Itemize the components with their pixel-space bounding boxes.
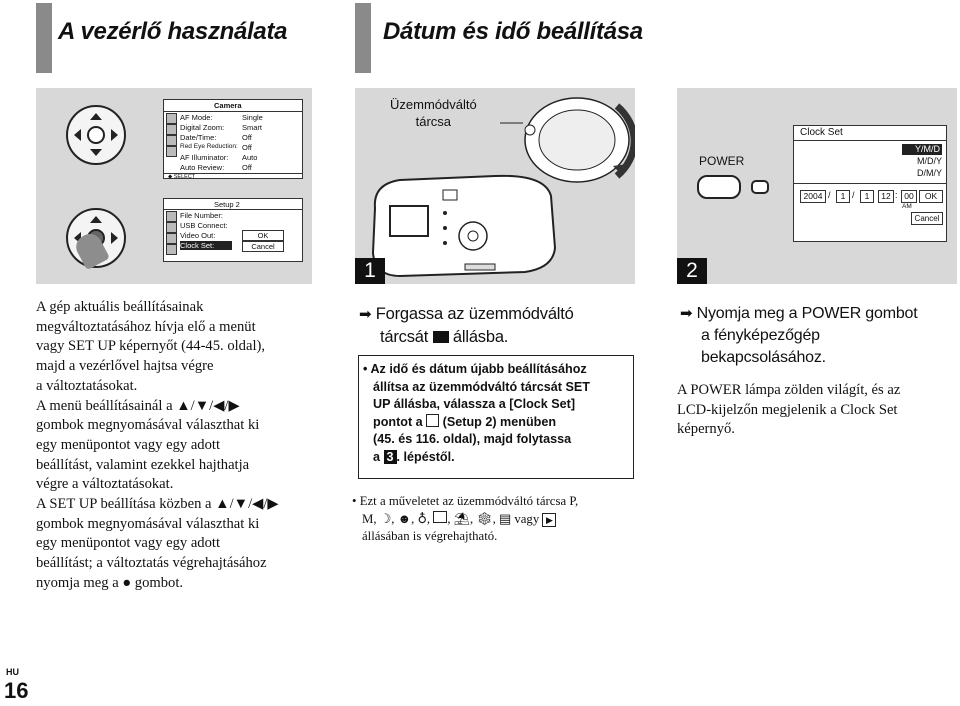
step3-reference: 3 [384,450,397,464]
playback-icon: ▶ [542,513,556,527]
camera-menu-label: Auto Review: [180,163,225,172]
beach-icon: ⛱ [453,511,470,526]
date-separator: / [852,190,855,200]
clock-set-title: Clock Set [800,127,843,138]
setup-cancel-option: Cancel [242,241,284,252]
language-code: HU [6,667,19,677]
camera-menu-label: AF Mode: [180,113,213,122]
select-hint: ◆ SELECT [168,174,196,180]
minute-field[interactable]: 00 [901,190,917,203]
twilight-portrait-icon: ☻ [397,511,412,526]
camera-menu-label: Digital Zoom: [180,123,225,132]
mode-positions-note: • Ezt a műveletet az üzemmódváltó tárcsa P, M, ☽, ☻, ♁, , ⛱, ❄, ▤ vagy ▶ állásában is végrehajtható. [352,494,579,543]
movie-icon: ▤ [499,511,512,526]
right-header-tab [355,3,371,73]
landscape-icon [433,511,447,523]
date-separator: / [828,190,831,200]
camera-illustration-panel [355,88,635,284]
am-pm-indicator: AM [902,203,912,210]
setup-menu-item-selected: Clock Set: [180,241,232,250]
snow-icon: ❄ [476,511,493,526]
control-pad-top [66,105,126,165]
step2-heading: ➡ Nyomja meg a POWER gombot a fényképezőgép bekapcsolásához. [680,305,918,366]
date-format-option[interactable]: D/M/Y [916,168,942,178]
camera-menu-label: AF Illuminator: [180,153,229,162]
date-format-option-selected[interactable]: Y/M/D [902,144,942,155]
controller-instructions: A gép aktuális beállításainak megváltoztatásához hívja elő a menüt vagy SET UP képernyőt (44-45. oldal), majd a vezérlővel hajtsa végre a változtatásokat. A menü beállításainál a ▲/▼/◀/▶ gombok megnyomásával választhat ki egy menüpontot vagy egy adott beállítást, valamint ezekkel hajthatja végre a változtatásokat. A SET UP beállítása közben a ▲/▼/◀/▶ gombok megnyomásával választhat ki egy menüpontot vagy egy adott beállítást; a változtatás végrehajtásához nyomja meg a ● gombot. [36,299,279,591]
candle-icon: ♁ [417,511,427,526]
setup-menu-title: Setup 2 [214,200,240,209]
setup-menu-item: USB Connect: [180,221,228,230]
camera-menu-value: Smart [242,123,263,132]
clock-set-illustration-panel [677,88,957,284]
month-field[interactable]: 1 [836,190,850,203]
power-button[interactable] [697,175,741,199]
controller-illustration-panel [36,88,312,284]
camera-menu-value: Off [242,163,252,172]
camera-menu-label: Red Eye Reduction: [180,143,238,150]
date-format-option[interactable]: M/D/Y [916,156,942,166]
camera-menu-value: Auto [242,153,258,162]
setup-menu-item: Video Out: [180,231,216,240]
day-field[interactable]: 1 [860,190,874,203]
year-field[interactable]: 2004 [800,190,826,203]
setup-menu-screen [163,198,303,262]
camera-menu-value: Off [242,133,252,142]
setup2-icon [426,414,439,427]
camera-menu-label: Date/Time: [180,133,217,142]
left-section-title: A vezérlő használata [58,18,288,45]
step-number-1: 1 [355,258,385,284]
setup-menu-item: File Number: [180,211,223,220]
power-lamp [751,180,769,194]
step2-description: A POWER lámpa zölden világít, és az LCD-kijelzőn megjelenik a Clock Set képernyő. [677,382,901,438]
power-label: POWER [699,154,745,168]
camera-drawing [355,88,635,284]
clock-ok-button[interactable]: OK [919,190,943,203]
setup-ok-option: OK [242,230,284,241]
left-header-tab [36,3,52,73]
clock-cancel-button[interactable]: Cancel [911,212,943,225]
mode-dial-label: Üzemmódváltó tárcsa [390,97,477,129]
twilight-icon: ☽ [379,511,392,526]
camera-menu-value: Off [242,143,252,152]
camera-menu-screen [163,99,303,179]
page-number: 16 [4,678,29,703]
hour-field[interactable]: 12 [878,190,894,203]
time-separator: : [895,190,898,200]
camera-menu-title: Camera [214,101,242,110]
camera-mode-icon [433,331,449,343]
clock-set-screen [793,125,947,242]
step-number-2: 2 [677,258,707,284]
camera-menu-value: Single [242,113,263,122]
right-section-title: Dátum és idő beállítása [383,18,643,45]
step1-heading: ➡ Forgassa az üzemmódváltó tárcsát állásba. [359,305,574,346]
setup-note-text: • Az idő és dátum újabb beállításához állítsa az üzemmódváltó tárcsát SET UP állásba, válassza a [Clock Set] pontot a (Setup 2) menüben (45. és 116. oldal), majd folytassa a 3 . lépéstől. [363,362,590,464]
